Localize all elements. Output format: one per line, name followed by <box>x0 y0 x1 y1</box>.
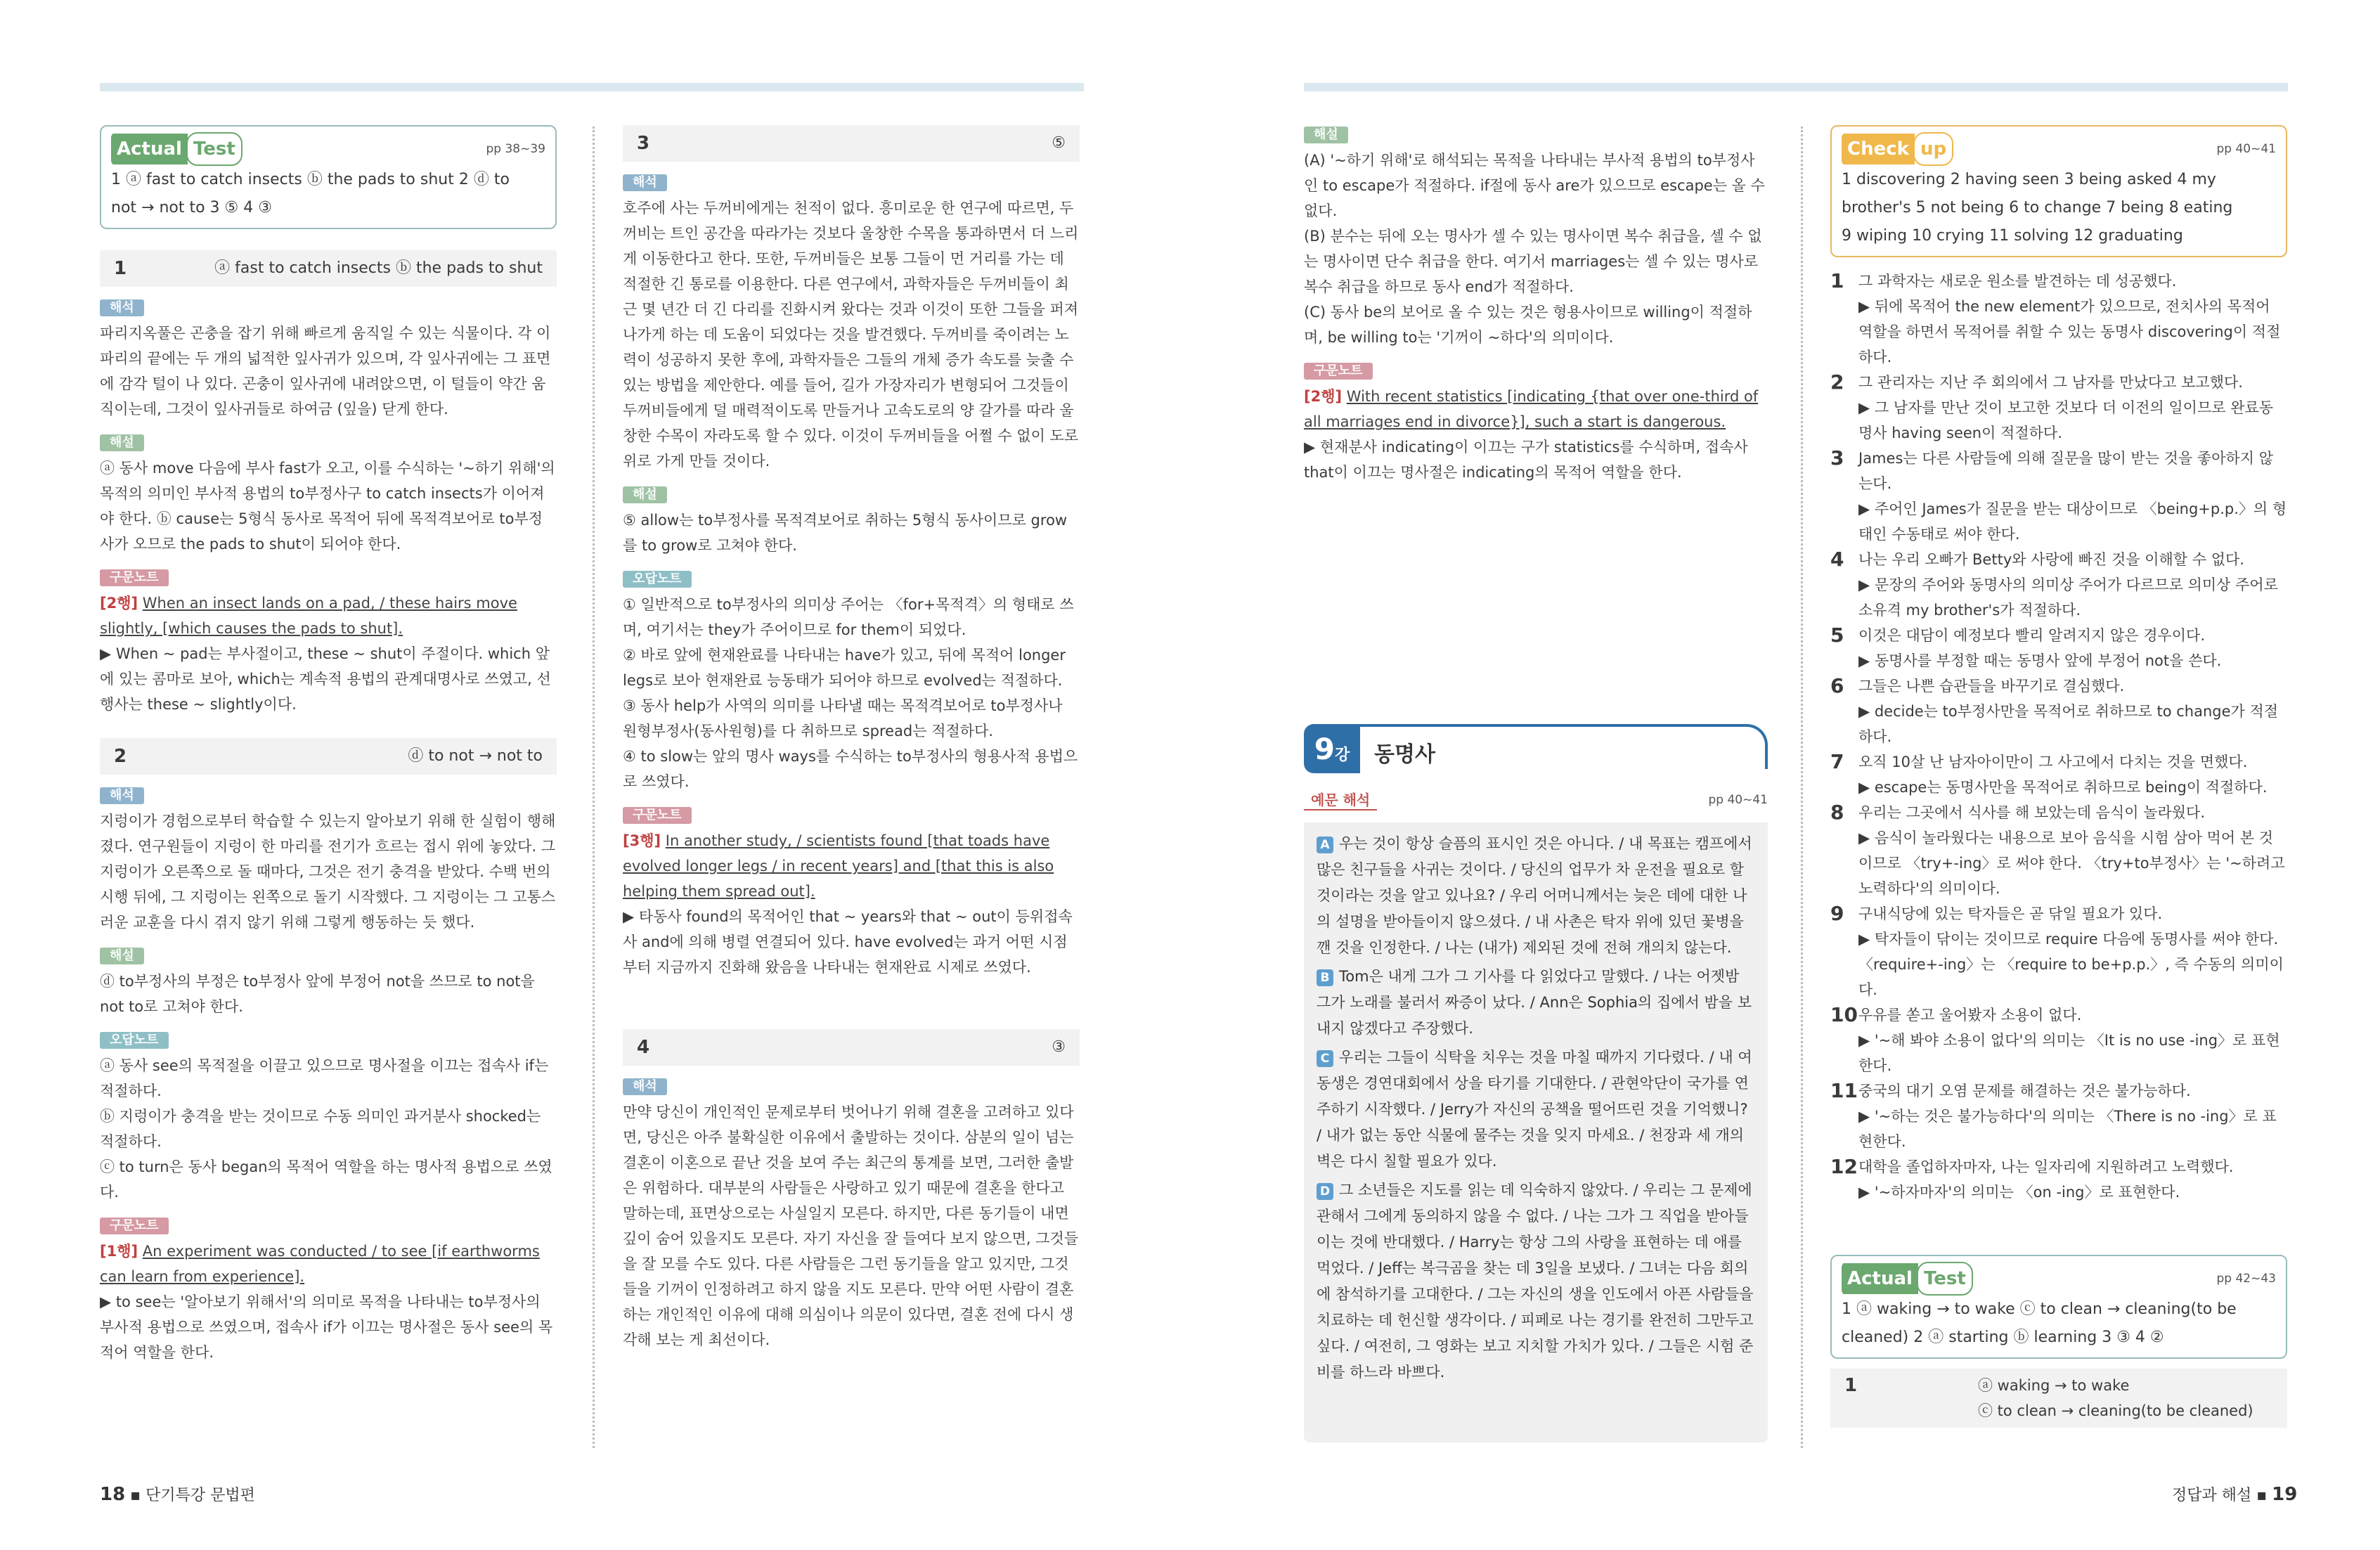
page-ref: pp 42~43 <box>2216 1272 2276 1286</box>
page-ref: pp 38~39 <box>486 142 545 156</box>
section-tag: 구문노트 <box>100 1218 169 1234</box>
column-3 <box>1304 121 1768 485</box>
page-number: 19 <box>2272 1484 2298 1505</box>
syntax-sentence: [2행] With recent statistics [indicating {that over one-third of all marriages end in divorce}], such a start is dangerous. <box>1304 388 1759 430</box>
actual-test-2-section <box>1830 1255 2287 1428</box>
checkup-item: 7 오직 10살 난 남자아이만이 그 사고에서 다치는 것을 면했다. ▶ escape는 동명사만을 목적어로 취하므로 being이 적절하다. <box>1830 750 2268 796</box>
checkup-answers <box>1830 125 2287 257</box>
example-block: C 우리는 그들이 식탁을 치우는 것을 마칠 때까지 기다렸다. / 내 여동생은 경연대회에서 상을 타기를 기대한다. / 관현악단이 국가를 연주하기 시작했다. / Jerry가 자신의 공책을 떨어뜨린 것을 기억했니? / 내가 없는 동안 식물에 물주는 것을 잊지 마세요. / 천장과 세 개의 벽은 다시 칠할 필요가 있다. <box>1317 1049 1752 1170</box>
section-tag: 구문노트 <box>623 807 692 824</box>
checkup-item: 3 James는 다른 사람들에 의해 질문을 많이 받는 것을 좋아하지 않는다. ▶ 주어인 James가 질문을 받는 대상이므로 〈being+p.p.〉의 형태인 수동태로 써야 한다. <box>1830 446 2287 543</box>
column-1 <box>100 125 557 1365</box>
translation: 만약 당신이 개인적인 문제로부터 벗어나기 위해 결혼을 고려하고 있다면, 당신은 아주 불확실한 이유에서 출발하는 것이다. 삼분의 일이 넘는 결혼이 이혼으로 끝난 것을 보여 주는 최근의 통계를 보면, 그러한 출발은 위험하다. 대부분의 사람들은 사랑하고 있기 때문에 결혼을 한다고 말하는데, 표면상으로는 사실일지 모른다. 하지만, 다른 동기들이 내면 깊이 숨어 있을지도 모른다. 자기 자신을 잘 들여다 보지 않으면, 그것들을 잘 모를 수도 있다. 다른 사람들은 그런 동기들을 알고 있지만, 그것들을 기꺼이 인정하려고 하지 않을 지도 모른다. 만약 어떤 사람이 결혼하는 개인적인 이유에 대해 의심이나 의문이 있다면, 결혼 전에 다시 생각해 보는 게 최선이다. <box>623 1104 1079 1348</box>
question-header: 2 ⓓ to not → not to <box>100 738 557 775</box>
syntax-sentence: [1행] An experiment was conducted / to see [if earthworms can learn from experience]. <box>100 1243 540 1285</box>
example-block: D 그 소년들은 지도를 읽는 데 익숙하지 않았다. / 우리는 그 문제에 관해서 그에게 동의하지 않을 수 없다. / 나는 그가 그 직업을 받아들이는 것에 반대했다. / Harry는 항상 그의 사랑을 표현하는 데 애를 먹었다. / Jeff는 복극곰을 찾는 데 3일을 보냈다. / 그녀는 다음 회의에 참석하기를 고대한다. / 그는 자신의 생을 인도에서 아픈 사람들을 치료하는 데 헌신할 생각이다. / 피페로 나는 경기를 완전히 그만두고 싶다. / 여전히, 그 영화는 보고 지치할 가치가 있다. / 그들은 시험 준비를 하느라 바쁘다. <box>1317 1182 1754 1381</box>
actual-test-2-answers <box>1830 1255 2287 1359</box>
top-bar-right <box>1304 83 2288 91</box>
section-tag: 구문노트 <box>1304 363 1373 380</box>
syntax-note: ▶ to see는 '알아보기 위해서'의 의미로 목적을 나타내는 to부정사의 부사적 용법으로 쓰였으며, 접속사 if가 이끄는 명사절은 동사 see의 목적어 역할을 한다. <box>100 1293 553 1361</box>
checkup-item: 5 이것은 대담이 예정보다 빨리 알려지지 않은 경우이다. ▶ 동명사를 부정할 때는 동명사 앞에 부정어 not을 쓴다. <box>1830 624 2222 669</box>
wrong-note: ⓒ to turn은 동사 began의 목적어 역할을 하는 명사적 용법으로 쓰였다. <box>100 1158 552 1201</box>
section-tag: 구문노트 <box>100 569 169 586</box>
checkup-item: 10 우유를 쏟고 울어봤자 소용이 없다. ▶ '~해 봐야 소용이 없다'의 의미는 〈It is no use -ing〉로 표현한다. <box>1830 1003 2280 1074</box>
section-tag: 해석 <box>623 174 667 191</box>
checkup-item: 8 우리는 그곳에서 식사를 해 보았는데 음식이 놀라웠다. ▶ 음식이 놀라웠다는 내용으로 보아 음식을 시험 삼아 먹어 본 것이므로 〈try+-ing〉로 써야 한다. 〈try+to부정사〉는 '~하려고 노력하다'의 의미이다. <box>1830 801 2285 897</box>
column-divider <box>1801 127 1803 1448</box>
checkup-item: 11 중국의 대기 오염 문제를 해결하는 것은 불가능하다. ▶ '~하는 것은 불가능하다'의 의미는 〈There is no -ing〉로 표현한다. <box>1830 1079 2277 1150</box>
actual-test-answers <box>100 125 557 229</box>
explanation: ⑤ allow는 to부정사를 목적격보어로 취하는 5형식 동사이므로 grow를 to grow로 고쳐야 한다. <box>623 512 1068 554</box>
section-tag: 해설 <box>100 948 144 964</box>
wrong-note: ⓐ 동사 see의 목적절을 이끌고 있으므로 명사절을 이끄는 접속사 if는 적절하다. <box>100 1057 549 1099</box>
wrong-note: ③ 동사 help가 사역의 의미를 나타낼 때는 목적격보어로 to부정사나 원형부정사(동사원형)를 다 취하므로 spread는 적절하다. <box>623 697 1063 740</box>
top-bar-left <box>100 83 1084 91</box>
syntax-note: ▶ When ~ pad는 부사절이고, these ~ shut이 주절이다. which 앞에 있는 콤마로 보아, which는 계속적 용법의 관계대명사로 쓰였고, 선행사는 these ~ slightly이다. <box>100 645 551 713</box>
footer-right: 정답과 해설 ▪ 19 <box>2172 1484 2298 1505</box>
example-block: A 우는 것이 항상 슬픔의 표시인 것은 아니다. / 내 목표는 캠프에서 많은 친구들을 사귀는 것이다. / 당신의 업무가 차 운전을 필요로 할 것이라는 것을 알고 있나요? / 우리 어머니께서는 늦은 데에 대한 나의 설명을 받아들이지 않으셨다. / 내 사촌은 탁자 위에 있던 꽃병을 깬 것을 인정한다. / 나는 (내가) 제외된 것에 전혀 개의치 않는다. <box>1317 835 1752 956</box>
section-tag: 오답노트 <box>623 571 692 588</box>
lesson-number: 9 <box>1314 731 1335 766</box>
answer-line: cleaned) 2 ⓐ starting ⓑ learning 3 ③ 4 ② <box>1842 1329 2164 1346</box>
syntax-note: ▶ 현재분사 indicating이 이끄는 구가 statistics를 수식하며, 접속사 that이 이끄는 명사절은 indicating의 목적어 역할을 한다. <box>1304 439 1748 481</box>
section-tag: 해석 <box>100 787 144 804</box>
checkup-item: 12 대학을 졸업하자마자, 나는 일자리에 지원하려고 노력했다. ▶ '~하자마자'의 의미는 〈on -ing〉로 표현한다. <box>1830 1155 2234 1201</box>
column-4 <box>1830 125 2287 1205</box>
answer-line: 1 discovering 2 having seen 3 being asked 4 my <box>1842 171 2216 188</box>
wrong-note: ② 바로 앞에 현재완료를 나타내는 have가 있고, 뒤에 목적어 longer legs로 보아 현재완료 능동태가 되어야 하므로 evolved는 적절하다. <box>623 647 1066 689</box>
answer-line: 1 ⓐ waking → to wake ⓒ to clean → cleaning(to be <box>1842 1300 2237 1318</box>
translation: 파리지옥풀은 곤충을 잡기 위해 빠르게 움직일 수 있는 식물이다. 각 이파리의 끝에는 두 개의 넓적한 잎사귀가 있으며, 각 잎사귀에는 그 표면에 감각 털이 나 있다. 곤충이 잎사귀에 내려앉으면, 이 털들이 약간 움직이는데, 그것이 잎사귀들로 하여금 (잎을) 닫게 한다. <box>100 325 551 418</box>
lesson-title: 동명사 <box>1374 742 1435 767</box>
answer-line: 1 ⓐ fast to catch insects ⓑ the pads to shut 2 ⓓ to <box>111 171 510 188</box>
question-header: 4 ③ <box>623 1029 1080 1066</box>
lesson-header: 9 강 동명사 <box>1304 724 1768 773</box>
section-tag: 해석 <box>100 299 144 316</box>
question-header: 1 ⓐ fast to catch insects ⓑ the pads to shut <box>100 250 557 287</box>
wrong-note: ① 일반적으로 to부정사의 의미상 주어는 〈for+목적격〉의 형태로 쓰며, 여기서는 they가 주어이므로 for them이 되었다. <box>623 596 1074 638</box>
page-number: 18 <box>100 1484 126 1505</box>
syntax-sentence: [2행] When an insect lands on a pad, / these hairs move slightly, [which causes the pads to shut]. <box>100 595 517 637</box>
wrong-note: ⓑ 지렁이가 충격을 받는 것이므로 수동 의미인 과거분사 shocked는 적절하다. <box>100 1108 541 1150</box>
example-translation-title: 예문 해석 pp 40~41 <box>1304 789 1768 810</box>
section-tag: 해석 <box>623 1078 667 1095</box>
checkup-item: 4 나는 우리 오빠가 Betty와 사랑에 빠진 것을 이해할 수 없다. ▶ 문장의 주어와 동명사의 의미상 주어가 다르므로 의미상 주어로 소유격 my brother's가 적절하다. <box>1830 548 2278 619</box>
checkup-item: 2 그 관리자는 지난 주 회의에서 그 남자를 만났다고 보고했다. ▶ 그 남자를 만난 것이 보고한 것보다 더 이전의 일이므로 완료동명사 having seen이 적절하다. <box>1830 370 2274 441</box>
syntax-sentence: [3행] In another study, / scientists found [that toads have evolved longer legs / in recent years] and [that this is also helping them spread out]. <box>623 832 1054 900</box>
explanation: (C) 동사 be의 보어로 올 수 있는 것은 형용사이므로 willing이 적절하며, be willing to는 '기꺼이 ~하다'의 의미이다. <box>1304 304 1752 346</box>
answer-line: not → not to 3 ⑤ 4 ③ <box>111 199 272 217</box>
explanation: (A) '~하기 위해'로 해석되는 목적을 나타내는 부사적 용법의 to부정사인 to escape가 적절하다. if절에 동사 are가 있으므로 escape는 올 수 없다. <box>1304 152 1765 219</box>
column-divider <box>593 127 595 1448</box>
answer-line: brother's 5 not being 6 to change 7 being 8 eating <box>1842 199 2233 217</box>
lesson-examples <box>1304 822 1768 1442</box>
actual-test-2-title: Actual Test <box>1842 1262 1973 1296</box>
explanation: ⓓ to부정사의 부정은 to부정사 앞에 부정어 not을 쓰므로 to not을 not to로 고쳐야 한다. <box>100 973 535 1015</box>
checkup-item: 9 구내식당에 있는 탁자들은 곧 닦일 필요가 있다. ▶ 탁자들이 닦이는 것이므로 require 다음에 동명사를 써야 한다. 〈require+-ing〉는 〈require to be+p.p.〉, 즉 수동의 의미이다. <box>1830 902 2284 998</box>
explanation: ⓐ 동사 move 다음에 부사 fast가 오고, 이를 수식하는 '~하기 위해'의 목적의 의미인 부사적 용법의 to부정사구 to catch insects가 이어져야 한다. ⓑ cause는 5형식 동사로 목적어 뒤에 목적격보어로 to부정사가 오므로 the pads to shut이 되어야 한다. <box>100 460 555 553</box>
syntax-note: ▶ 타동사 found의 목적어인 that ~ years와 that ~ out이 등위접속사 and에 의해 병렬 연결되어 있다. have evolved는 과거 어떤 시점부터 지금까지 진화해 왔음을 나타내는 현재완료 시제로 쓰였다. <box>623 908 1073 976</box>
section-tag: 해설 <box>1304 127 1348 143</box>
checkup-item: 1 그 과학자는 새로운 원소를 발견하는 데 성공했다. ▶ 뒤에 목적어 the new element가 있으므로, 전치사의 목적어 역할을 하면서 목적어를 취할 수 있는 동명사 discovering이 적절하다. <box>1830 269 2281 366</box>
question-header: 1 ⓐ waking → to wake ⓒ to clean → cleaning(to be cleaned) <box>1830 1369 2287 1428</box>
explanation: (B) 분수는 뒤에 오는 명사가 셀 수 있는 명사이면 복수 취급을, 셀 수 없는 명사이면 단수 취급을 한다. 여기서 marriages는 셀 수 있는 명사로 복수 취급을 하므로 동사 end가 적절하다. <box>1304 228 1762 295</box>
question-header: 3 ⑤ <box>623 125 1080 162</box>
actual-test-title: Actual Test <box>111 132 242 166</box>
translation: 지렁이가 경험으로부터 학습할 수 있는지 알아보기 위해 한 실험이 행해졌다. 연구원들이 지렁이 한 마리를 전기가 흐르는 접시 위에 놓았다. 그 지렁이가 오른쪽으로 돌 때마다, 그것은 전기 충격을 받았다. 수백 번의 시행 뒤에, 그 지렁이는 왼쪽으로 돌기 시작했다. 그 지렁이는 그 고통스러운 교훈을 다시 겪지 않기 위해 그렇게 행동하는 듯 했다. <box>100 813 556 931</box>
checkup-item: 6 그들은 나쁜 습관들을 바꾸기로 결심했다. ▶ decide는 to부정사만을 목적어로 취하므로 to change가 적절하다. <box>1830 674 2279 745</box>
wrong-note: ④ to slow는 앞의 명사 ways를 수식하는 to부정사의 형용사적 용법으로 쓰였다. <box>623 748 1078 790</box>
checkup-title: Check up <box>1842 132 1953 166</box>
section-tag: 오답노트 <box>100 1032 169 1049</box>
translation: 호주에 사는 두꺼비에게는 천적이 없다. 흥미로운 한 연구에 따르면, 두꺼비는 트인 공간을 따라가는 것보다 울창한 수목을 통과하면서 더 느리게 이동한다고 한다. 또한, 두꺼비들은 보통 그들이 먼 거리를 가는 데 적절한 긴 통로를 이용한다. 다른 연구에서, 과학자들은 두꺼비들이 최근 몇 년간 더 긴 다리를 진화시켜 왔다는 것과 이것이 또한 그들을 퍼져 나가게 하는 데 도움이 되었다는 것을 발견했다. 두꺼비를 죽이려는 노력이 성공하지 못한 후에, 과학자들은 그들의 개체 증가 속도를 늦출 수 있는 방법을 제안한다. 예를 들어, 길가 가장자리가 변형되어 그것들이 두꺼비들에게 덜 매력적이도록 만들거나 고속도로의 양 갈가를 따라 울창한 수목이 자라도록 할 수 있다. 이것이 두꺼비들을 어쩔 수 없이 도로 위로 가게 만들 것이다. <box>623 200 1079 470</box>
page-ref: pp 40~41 <box>2216 142 2276 156</box>
footer-left: 18 ▪ 단기특강 문법편 <box>100 1484 255 1505</box>
answer-line: 9 wiping 10 crying 11 solving 12 graduating <box>1842 227 2183 245</box>
section-tag: 해설 <box>100 434 144 451</box>
column-2 <box>623 125 1080 1352</box>
section-tag: 해설 <box>623 486 667 503</box>
example-block: B Tom은 내게 그가 그 기사를 다 읽었다고 말했다. / 나는 어젯밤 그가 노래를 불러서 짜증이 났다. / Ann은 Sophia의 집에서 밤을 보내지 않겠다고 주장했다. <box>1317 968 1752 1037</box>
